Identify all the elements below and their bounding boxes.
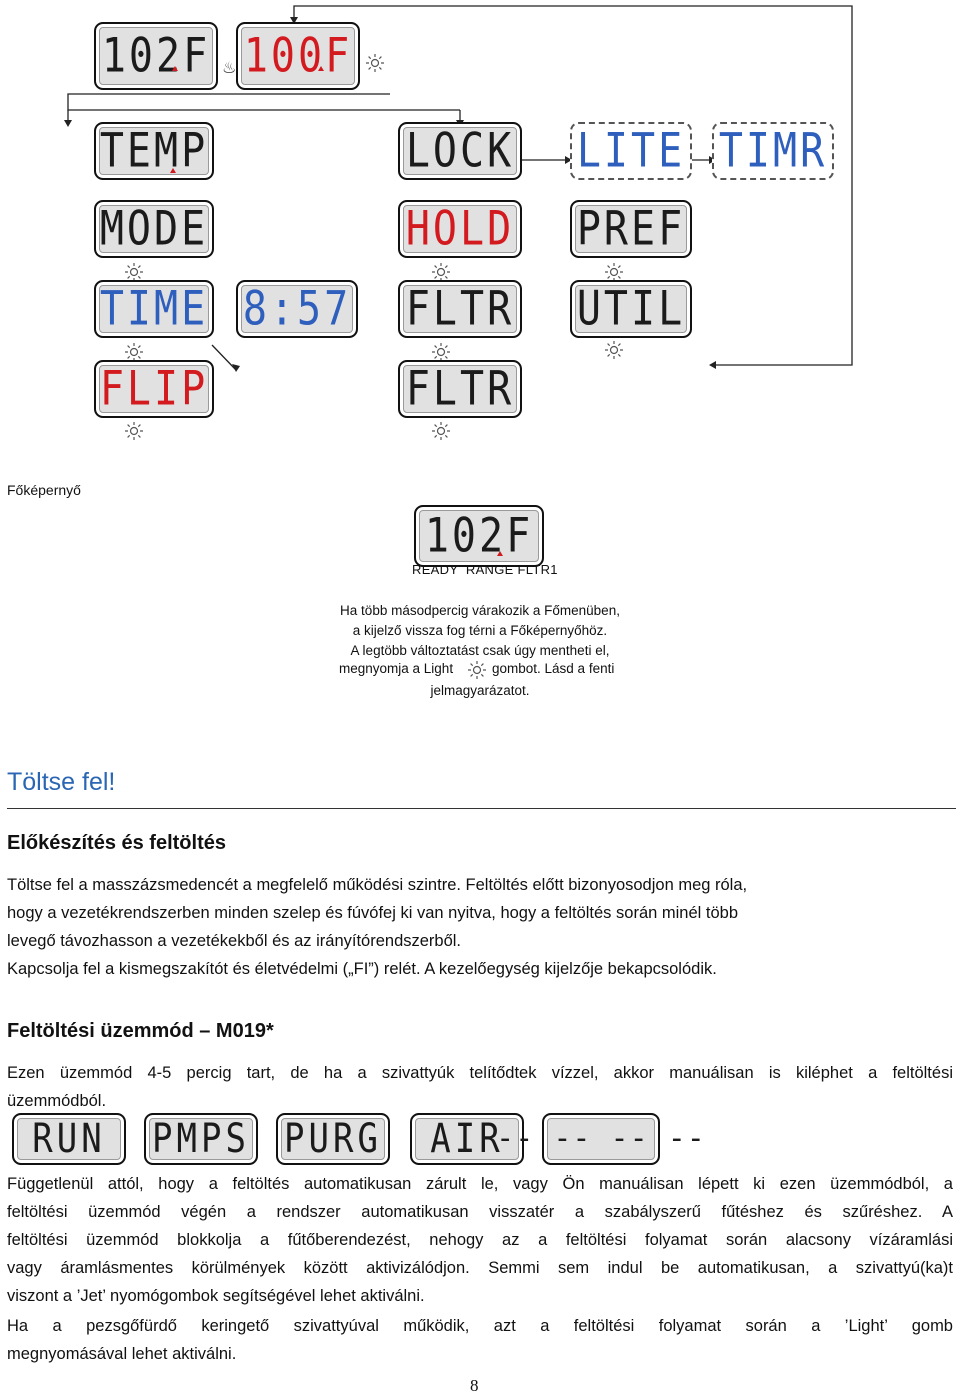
body-line: viszont a ’Jet’ nyomógombok segítségével lehet aktiválni. [7, 1287, 425, 1305]
clock-display [236, 280, 358, 338]
fill-display-text: AIR [430, 1115, 504, 1163]
light-sun-icon [430, 420, 452, 442]
note-line: Ha több másodpercig várakozik a Főmenüben, [340, 603, 620, 618]
menu-lite-display [570, 122, 692, 180]
fill-display-dashes [496, 1113, 706, 1165]
section-heading: Előkészítés és feltöltés [7, 832, 226, 854]
fill-display-purg [276, 1113, 390, 1165]
menu-hold-display [398, 200, 522, 258]
indicator-dot [318, 66, 324, 71]
page-number: 8 [470, 1376, 479, 1395]
indicator-dot [170, 168, 176, 173]
light-sun-icon [466, 659, 488, 681]
current-temp-display [94, 22, 218, 90]
body-line: Ha a pezsgőfürdő keringető szivattyúval működik, azt a feltöltési folyamat során a ’Light’ gomb [7, 1317, 953, 1335]
body-line: hogy a vezetékrendszerben minden szelep és fúvófej ki van nyitva, hogy a feltöltés során minél több [7, 904, 739, 922]
fill-display-pmps [144, 1113, 258, 1165]
set-temp-display [236, 22, 360, 90]
menu-fltr-label: FLTR [405, 281, 515, 337]
menu-pref-display [570, 200, 692, 258]
body-line: üzemmódból. [7, 1092, 107, 1110]
menu-lock-label: LOCK [405, 123, 515, 179]
note-line: a kijelző vissza fog térni a Főképernyőhöz. [352, 623, 608, 638]
note-line: megnyomja a Light [339, 661, 454, 676]
fill-display-text: PMPS [152, 1115, 250, 1163]
menu-temp-label: TEMP [99, 123, 209, 179]
menu-fltr-display [398, 280, 522, 338]
indicator-dot [497, 551, 503, 556]
body-line: Ezen üzemmód 4-5 percig tart, de ha a szivattyúk telítődtek vízzel, akkor manuálisan is kiléphet a feltöltési [7, 1064, 953, 1082]
main-screen-value: 102F [424, 508, 534, 564]
menu-util-display [570, 280, 692, 338]
menu-fltr-display [398, 360, 522, 418]
menu-flip-display [94, 360, 214, 418]
body-line: vagy áramlásmentes körülmények között aktivizálódjon. Semmi sem indul be automatikusan, a szivattyú(ka)t [7, 1259, 953, 1277]
menu-util-label: UTIL [576, 281, 686, 337]
note-line: jelmagyarázatot. [430, 683, 530, 698]
body-line: feltöltési üzemmód blokkolja a fűtőberendezést, nehogy az a feltöltési folyamat során alacsony vízáramlási [7, 1231, 953, 1249]
current-temp-value: 102F [101, 28, 211, 84]
main-screen-display [414, 505, 544, 567]
note-line: gombot. Lásd a fenti [492, 661, 615, 676]
menu-time-label: TIME [99, 281, 209, 337]
light-sun-icon [364, 52, 386, 74]
body-line: megnyomásával lehet aktiválni. [7, 1345, 237, 1363]
menu-timr-label: TIMR [718, 123, 828, 179]
menu-mode-display [94, 200, 214, 258]
indicator-dot [172, 66, 178, 71]
menu-mode-label: MODE [99, 201, 209, 257]
body-line: Töltse fel a masszázsmedencét a megfelelő működési szintre. Feltöltés előtt bizonyosodjon meg róla, [7, 876, 748, 894]
fill-display-text: -- -- -- -- [496, 1121, 706, 1156]
body-line: Kapcsolja fel a kismegszakítót és életvédelmi („FI”) relét. A kezelőegység kijelzője bekapcsolódik. [7, 960, 717, 978]
menu-timr-display [712, 122, 834, 180]
light-sun-icon [603, 339, 625, 361]
section-heading: Feltöltési üzemmód – M019* [7, 1020, 274, 1042]
page-title: Töltse fel! [7, 768, 116, 796]
menu-pref-label: PREF [576, 201, 686, 257]
thermometer-icon: ♨ [222, 60, 237, 77]
fill-display-text: RUN [32, 1115, 106, 1163]
menu-temp-display [94, 122, 214, 180]
main-screen-caption: Főképernyő [7, 482, 81, 498]
menu-lite-label: LITE [576, 123, 686, 179]
clock-value: 8:57 [242, 281, 352, 337]
menu-hold-label: HOLD [405, 201, 515, 257]
set-temp-value: 100F [243, 28, 353, 84]
menu-time-display [94, 280, 214, 338]
title-divider [7, 808, 956, 809]
light-sun-icon [123, 420, 145, 442]
main-screen-status: READY RANGE FLTR1 [412, 562, 558, 577]
menu-flip-label: FLIP [99, 361, 209, 417]
note-line: A legtöbb változtatást csak úgy mentheti el, [350, 643, 610, 658]
body-line: feltöltési üzemmód végén a rendszer automatikusan visszatér a szabályszerű fűtéshez és szűréshez. A [7, 1203, 953, 1221]
menu-fltr-label: FLTR [405, 361, 515, 417]
menu-lock-display [398, 122, 522, 180]
body-line: levegő távozhasson a vezetékekből és az irányítórendszerből. [7, 932, 462, 950]
body-line: Függetlenül attól, hogy a feltöltés automatikusan zárult le, vagy Ön manuálisan lépett ki ezen üzemmódból, a [7, 1175, 953, 1193]
fill-display-run [12, 1113, 126, 1165]
fill-display-text: PURG [284, 1115, 382, 1163]
